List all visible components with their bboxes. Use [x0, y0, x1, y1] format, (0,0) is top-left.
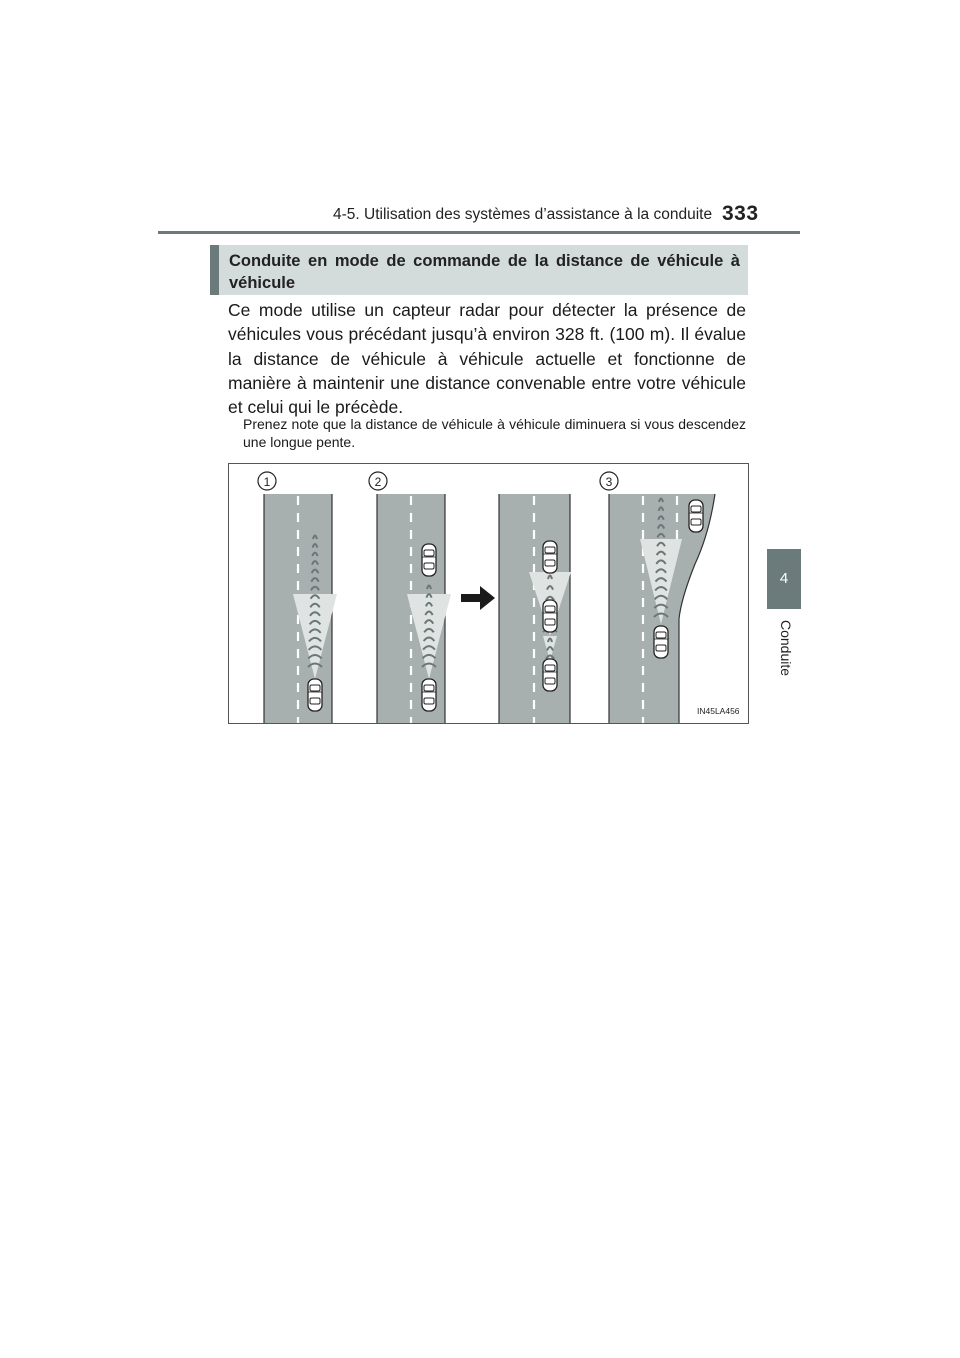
chapter-label: Conduite	[778, 620, 794, 677]
own-car-4	[654, 626, 668, 658]
preceding-car-2	[422, 544, 436, 576]
header-divider	[158, 231, 800, 234]
chapter-tab[interactable]: 4	[767, 549, 801, 609]
figure-code: IN45LA456	[697, 706, 740, 716]
callout-3	[600, 472, 618, 490]
callout-1	[258, 472, 276, 490]
own-car-2	[422, 679, 436, 711]
header-section-title: 4-5. Utilisation des systèmes d’assistance à la conduite	[333, 206, 713, 223]
note-paragraph: Prenez note que la distance de véhicule à véhicule diminuera si vous descendez une longue pente.	[243, 416, 746, 450]
svg-text:2: 2	[374, 475, 382, 489]
middle-car-3	[543, 600, 557, 632]
section-title: Conduite en mode de commande de la distance de véhicule à véhicule	[229, 252, 740, 292]
transition-arrow-icon	[461, 586, 495, 610]
illustration-frame	[228, 463, 749, 724]
page-number: 333	[722, 202, 759, 225]
section-heading-box	[210, 245, 748, 295]
callout-2	[369, 472, 387, 490]
preceding-car-4	[689, 500, 703, 532]
own-car-3	[543, 659, 557, 691]
own-car-1	[308, 679, 322, 711]
preceding-car-3	[543, 541, 557, 573]
svg-text:3: 3	[605, 475, 613, 489]
body-paragraph: Ce mode utilise un capteur radar pour détecter la présence de véhicules vous précédant jusqu’à environ 328 ft. (100 m). Il évalue la distance de véhicule à véhicule actuelle et fonctionne de manière à maintenir une distance convenable entre votre véhicule et celui qui le précède.	[228, 300, 746, 418]
distance-control-illustration	[229, 464, 748, 723]
svg-text:1: 1	[263, 475, 271, 489]
